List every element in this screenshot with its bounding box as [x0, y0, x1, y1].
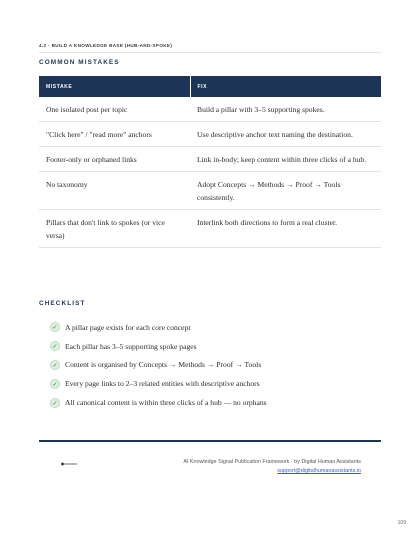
mistake-cell: No taxonomy [39, 172, 190, 210]
checklist [50, 318, 380, 412]
checklist-item-text: Content is organised by Concepts → Methods → Proof → Tools [65, 360, 262, 370]
common-mistakes-heading: COMMON MISTAKES [39, 59, 120, 66]
checklist-item [50, 374, 380, 393]
table-row [39, 172, 381, 210]
table-row [39, 210, 381, 248]
checklist-item [50, 337, 380, 356]
fix-cell: Link in-body; keep content within three clicks of a hub. [190, 147, 381, 172]
mistake-cell: "Click here" / "read more" anchors [39, 122, 190, 147]
fix-cell: Use descriptive anchor text naming the destination. [190, 122, 381, 147]
column-header-mistake: MISTAKE [39, 76, 190, 97]
footer-credit [183, 458, 361, 476]
table-header-row [39, 76, 381, 97]
mistakes-table [39, 76, 381, 248]
checklist-item [50, 356, 380, 375]
footer-divider [39, 440, 381, 442]
fix-cell: Interlink both directions to form a real cluster. [190, 210, 381, 248]
mistake-cell: Footer-only or orphaned links [39, 147, 190, 172]
column-header-fix: FIX [190, 76, 381, 97]
checklist-item [50, 318, 380, 337]
checkmark-icon: ✓ [50, 379, 60, 389]
fix-cell: Adopt Concepts → Methods → Proof → Tools consistently. [190, 172, 381, 210]
table-row [39, 97, 381, 122]
checkmark-icon: ✓ [50, 322, 60, 332]
checklist-item-text: All canonical content is within three clicks of a hub — no orphans [65, 398, 267, 408]
support-email-link[interactable]: support@digitalhumanassistants.io [277, 468, 361, 474]
page-number: 109 [397, 520, 406, 526]
checkmark-icon: ✓ [50, 398, 60, 408]
mistake-cell: Pillars that don't link to spokes (or vice versa) [39, 210, 190, 248]
footer-credit-text: AI Knowledge Signal Publication Framework · by Digital Human Assistants [183, 459, 361, 465]
checkmark-icon: ✓ [50, 341, 60, 351]
table-row [39, 122, 381, 147]
checklist-heading: CHECKLIST [39, 300, 86, 307]
arrow-left-icon[interactable] [60, 460, 78, 468]
fix-cell: Build a pillar with 3–5 supporting spokes. [190, 97, 381, 122]
running-head: 4.2 · BUILD A KNOWLEDGE BASE (HUB-AND-SPOKE) [39, 43, 381, 53]
checklist-item-text: Each pillar has 3–5 supporting spoke pages [65, 341, 197, 351]
table-row [39, 147, 381, 172]
checkmark-icon: ✓ [50, 360, 60, 370]
mistake-cell: One isolated post per topic [39, 97, 190, 122]
checklist-item [50, 393, 380, 412]
checklist-item-text: Every page links to 2–3 related entities with descriptive anchors [65, 379, 260, 389]
checklist-item-text: A pillar page exists for each core concept [65, 322, 191, 332]
